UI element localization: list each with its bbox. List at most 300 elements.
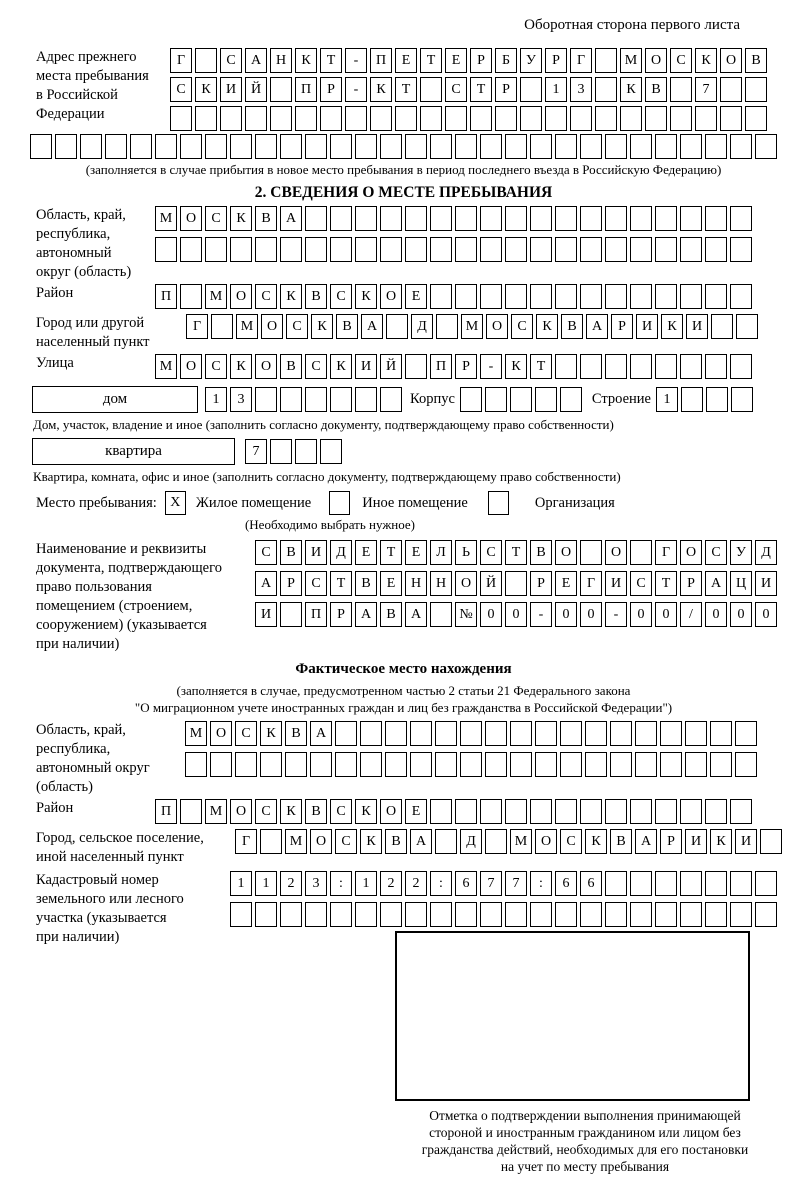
char-cell[interactable] — [705, 902, 727, 927]
char-cell[interactable] — [735, 721, 757, 746]
char-cell[interactable] — [405, 206, 427, 231]
char-cell[interactable]: П — [305, 602, 327, 627]
char-cell[interactable]: Р — [680, 571, 702, 596]
char-cell[interactable] — [530, 134, 552, 159]
char-cell[interactable] — [355, 902, 377, 927]
char-cell[interactable]: К — [695, 48, 717, 73]
char-cell[interactable] — [455, 134, 477, 159]
char-cell[interactable] — [130, 134, 152, 159]
char-cell[interactable]: Т — [505, 540, 527, 565]
char-cell[interactable] — [320, 439, 342, 464]
char-cell[interactable]: В — [255, 206, 277, 231]
char-cell[interactable]: К — [230, 354, 252, 379]
char-cell[interactable] — [595, 106, 617, 131]
char-cell[interactable] — [745, 77, 767, 102]
char-cell[interactable] — [455, 237, 477, 262]
residence-checkbox-org[interactable] — [488, 491, 509, 515]
char-cell[interactable]: С — [305, 354, 327, 379]
char-cell[interactable] — [630, 540, 652, 565]
char-cell[interactable] — [655, 134, 677, 159]
char-cell[interactable]: - — [480, 354, 502, 379]
char-cell[interactable]: / — [680, 602, 702, 627]
char-cell[interactable] — [755, 871, 777, 896]
char-cell[interactable]: О — [230, 284, 252, 309]
char-cell[interactable] — [255, 237, 277, 262]
char-cell[interactable] — [505, 237, 527, 262]
char-cell[interactable]: О — [180, 354, 202, 379]
char-cell[interactable] — [520, 77, 542, 102]
char-cell[interactable]: 2 — [380, 871, 402, 896]
char-cell[interactable] — [585, 752, 607, 777]
char-cell[interactable] — [580, 284, 602, 309]
char-cell[interactable] — [55, 134, 77, 159]
char-cell[interactable] — [360, 721, 382, 746]
char-cell[interactable] — [530, 237, 552, 262]
char-cell[interactable] — [185, 752, 207, 777]
char-cell[interactable]: С — [670, 48, 692, 73]
char-cell[interactable] — [670, 77, 692, 102]
char-cell[interactable]: О — [310, 829, 332, 854]
char-cell[interactable] — [505, 134, 527, 159]
char-cell[interactable]: И — [755, 571, 777, 596]
char-cell[interactable] — [280, 902, 302, 927]
char-cell[interactable]: Н — [430, 571, 452, 596]
char-cell[interactable]: И — [636, 314, 658, 339]
char-cell[interactable]: И — [686, 314, 708, 339]
char-cell[interactable]: М — [620, 48, 642, 73]
char-cell[interactable] — [730, 134, 752, 159]
char-cell[interactable] — [480, 902, 502, 927]
char-cell[interactable] — [605, 799, 627, 824]
char-cell[interactable] — [730, 354, 752, 379]
char-cell[interactable] — [505, 571, 527, 596]
char-cell[interactable]: С — [205, 354, 227, 379]
char-cell[interactable] — [455, 206, 477, 231]
char-cell[interactable]: Р — [455, 354, 477, 379]
char-cell[interactable] — [705, 354, 727, 379]
char-cell[interactable]: В — [305, 799, 327, 824]
char-cell[interactable]: Д — [411, 314, 433, 339]
char-cell[interactable] — [455, 799, 477, 824]
char-cell[interactable] — [235, 752, 257, 777]
char-cell[interactable]: А — [355, 602, 377, 627]
char-cell[interactable]: Е — [405, 540, 427, 565]
char-cell[interactable]: Р — [660, 829, 682, 854]
char-cell[interactable] — [445, 106, 467, 131]
char-cell[interactable] — [705, 284, 727, 309]
char-cell[interactable]: П — [370, 48, 392, 73]
char-cell[interactable] — [630, 354, 652, 379]
char-cell[interactable]: 6 — [455, 871, 477, 896]
char-cell[interactable]: Д — [460, 829, 482, 854]
char-cell[interactable] — [410, 721, 432, 746]
char-cell[interactable]: К — [295, 48, 317, 73]
char-cell[interactable] — [355, 237, 377, 262]
char-cell[interactable]: К — [330, 354, 352, 379]
char-cell[interactable]: О — [535, 829, 557, 854]
char-cell[interactable] — [730, 206, 752, 231]
char-cell[interactable]: У — [730, 540, 752, 565]
char-cell[interactable] — [595, 48, 617, 73]
char-cell[interactable]: 1 — [205, 387, 227, 412]
char-cell[interactable] — [260, 752, 282, 777]
char-cell[interactable] — [345, 106, 367, 131]
char-cell[interactable]: Р — [320, 77, 342, 102]
char-cell[interactable]: И — [255, 602, 277, 627]
char-cell[interactable]: Й — [245, 77, 267, 102]
char-cell[interactable]: - — [530, 602, 552, 627]
char-cell[interactable]: С — [305, 571, 327, 596]
char-cell[interactable]: И — [355, 354, 377, 379]
char-cell[interactable] — [480, 284, 502, 309]
char-cell[interactable]: Ь — [455, 540, 477, 565]
char-cell[interactable]: Г — [655, 540, 677, 565]
char-cell[interactable] — [620, 106, 642, 131]
char-cell[interactable] — [305, 134, 327, 159]
char-cell[interactable] — [270, 106, 292, 131]
char-cell[interactable] — [555, 354, 577, 379]
residence-checkbox-inoe[interactable] — [329, 491, 350, 515]
char-cell[interactable]: С — [286, 314, 308, 339]
char-cell[interactable] — [605, 237, 627, 262]
char-cell[interactable] — [480, 134, 502, 159]
char-cell[interactable] — [545, 106, 567, 131]
char-cell[interactable]: С — [205, 206, 227, 231]
char-cell[interactable] — [570, 106, 592, 131]
char-cell[interactable]: Н — [270, 48, 292, 73]
char-cell[interactable] — [80, 134, 102, 159]
char-cell[interactable] — [520, 106, 542, 131]
char-cell[interactable]: А — [405, 602, 427, 627]
char-cell[interactable]: Т — [395, 77, 417, 102]
char-cell[interactable]: Р — [611, 314, 633, 339]
char-cell[interactable] — [405, 902, 427, 927]
char-cell[interactable]: К — [260, 721, 282, 746]
char-cell[interactable] — [360, 752, 382, 777]
char-cell[interactable]: К — [355, 284, 377, 309]
char-cell[interactable] — [605, 902, 627, 927]
char-cell[interactable]: И — [605, 571, 627, 596]
char-cell[interactable] — [580, 206, 602, 231]
char-cell[interactable]: А — [410, 829, 432, 854]
char-cell[interactable]: 1 — [545, 77, 567, 102]
char-cell[interactable]: 0 — [505, 602, 527, 627]
char-cell[interactable] — [705, 799, 727, 824]
char-cell[interactable]: 0 — [730, 602, 752, 627]
char-cell[interactable] — [530, 206, 552, 231]
char-cell[interactable] — [330, 902, 352, 927]
char-cell[interactable]: В — [561, 314, 583, 339]
char-cell[interactable] — [435, 829, 457, 854]
char-cell[interactable] — [560, 721, 582, 746]
char-cell[interactable]: 7 — [480, 871, 502, 896]
char-cell[interactable]: 2 — [405, 871, 427, 896]
char-cell[interactable]: Л — [430, 540, 452, 565]
char-cell[interactable]: Т — [655, 571, 677, 596]
char-cell[interactable] — [580, 134, 602, 159]
char-cell[interactable] — [730, 799, 752, 824]
char-cell[interactable]: Г — [570, 48, 592, 73]
char-cell[interactable]: И — [685, 829, 707, 854]
char-cell[interactable]: К — [195, 77, 217, 102]
char-cell[interactable] — [580, 799, 602, 824]
char-cell[interactable]: Р — [470, 48, 492, 73]
char-cell[interactable] — [680, 799, 702, 824]
char-cell[interactable] — [630, 134, 652, 159]
char-cell[interactable] — [670, 106, 692, 131]
char-cell[interactable]: 0 — [755, 602, 777, 627]
char-cell[interactable]: А — [310, 721, 332, 746]
char-cell[interactable] — [555, 134, 577, 159]
char-cell[interactable] — [380, 902, 402, 927]
char-cell[interactable] — [610, 752, 632, 777]
char-cell[interactable]: О — [380, 799, 402, 824]
char-cell[interactable] — [745, 106, 767, 131]
char-cell[interactable]: Е — [355, 540, 377, 565]
char-cell[interactable] — [560, 387, 582, 412]
char-cell[interactable] — [255, 387, 277, 412]
char-cell[interactable]: С — [330, 284, 352, 309]
char-cell[interactable] — [680, 237, 702, 262]
char-cell[interactable] — [205, 134, 227, 159]
char-cell[interactable] — [485, 387, 507, 412]
char-cell[interactable]: Р — [545, 48, 567, 73]
char-cell[interactable] — [705, 237, 727, 262]
char-cell[interactable]: : — [530, 871, 552, 896]
char-cell[interactable] — [706, 387, 728, 412]
char-cell[interactable] — [645, 106, 667, 131]
char-cell[interactable] — [555, 799, 577, 824]
char-cell[interactable]: О — [180, 206, 202, 231]
char-cell[interactable] — [655, 284, 677, 309]
char-cell[interactable] — [460, 752, 482, 777]
char-cell[interactable]: К — [536, 314, 558, 339]
char-cell[interactable]: Р — [280, 571, 302, 596]
char-cell[interactable]: К — [280, 284, 302, 309]
char-cell[interactable]: К — [311, 314, 333, 339]
char-cell[interactable]: 3 — [570, 77, 592, 102]
char-cell[interactable]: Р — [330, 602, 352, 627]
char-cell[interactable] — [555, 237, 577, 262]
char-cell[interactable] — [530, 902, 552, 927]
char-cell[interactable] — [305, 902, 327, 927]
char-cell[interactable]: Т — [380, 540, 402, 565]
char-cell[interactable]: - — [605, 602, 627, 627]
char-cell[interactable]: Е — [380, 571, 402, 596]
char-cell[interactable]: Т — [420, 48, 442, 73]
char-cell[interactable] — [680, 206, 702, 231]
char-cell[interactable] — [685, 752, 707, 777]
char-cell[interactable]: М — [205, 799, 227, 824]
char-cell[interactable]: О — [380, 284, 402, 309]
char-cell[interactable]: № — [455, 602, 477, 627]
char-cell[interactable]: В — [355, 571, 377, 596]
char-cell[interactable]: Г — [580, 571, 602, 596]
char-cell[interactable] — [330, 134, 352, 159]
char-cell[interactable] — [630, 871, 652, 896]
char-cell[interactable]: В — [530, 540, 552, 565]
char-cell[interactable]: А — [245, 48, 267, 73]
char-cell[interactable] — [211, 314, 233, 339]
char-cell[interactable]: С — [335, 829, 357, 854]
char-cell[interactable] — [555, 284, 577, 309]
char-cell[interactable] — [630, 206, 652, 231]
char-cell[interactable]: С — [255, 284, 277, 309]
char-cell[interactable] — [420, 77, 442, 102]
char-cell[interactable] — [635, 752, 657, 777]
char-cell[interactable]: 0 — [580, 602, 602, 627]
char-cell[interactable]: В — [610, 829, 632, 854]
char-cell[interactable]: Й — [480, 571, 502, 596]
char-cell[interactable] — [280, 602, 302, 627]
char-cell[interactable] — [386, 314, 408, 339]
char-cell[interactable] — [755, 902, 777, 927]
char-cell[interactable]: 7 — [245, 439, 267, 464]
char-cell[interactable] — [210, 752, 232, 777]
char-cell[interactable] — [630, 902, 652, 927]
char-cell[interactable] — [560, 752, 582, 777]
char-cell[interactable] — [605, 354, 627, 379]
char-cell[interactable] — [480, 206, 502, 231]
char-cell[interactable] — [105, 134, 127, 159]
char-cell[interactable] — [310, 752, 332, 777]
char-cell[interactable] — [705, 134, 727, 159]
char-cell[interactable]: К — [370, 77, 392, 102]
char-cell[interactable] — [555, 902, 577, 927]
char-cell[interactable]: Е — [395, 48, 417, 73]
char-cell[interactable] — [295, 439, 317, 464]
char-cell[interactable]: 6 — [555, 871, 577, 896]
char-cell[interactable] — [595, 77, 617, 102]
char-cell[interactable]: О — [455, 571, 477, 596]
char-cell[interactable] — [330, 237, 352, 262]
char-cell[interactable]: П — [155, 799, 177, 824]
char-cell[interactable] — [380, 237, 402, 262]
char-cell[interactable] — [680, 902, 702, 927]
char-cell[interactable] — [430, 237, 452, 262]
char-cell[interactable] — [485, 829, 507, 854]
char-cell[interactable]: С — [480, 540, 502, 565]
char-cell[interactable] — [485, 721, 507, 746]
char-cell[interactable] — [660, 721, 682, 746]
char-cell[interactable]: В — [336, 314, 358, 339]
char-cell[interactable] — [280, 387, 302, 412]
char-cell[interactable] — [430, 134, 452, 159]
char-cell[interactable]: П — [430, 354, 452, 379]
char-cell[interactable]: 1 — [656, 387, 678, 412]
char-cell[interactable]: Е — [405, 284, 427, 309]
char-cell[interactable]: 3 — [230, 387, 252, 412]
char-cell[interactable] — [730, 284, 752, 309]
char-cell[interactable] — [705, 871, 727, 896]
char-cell[interactable]: М — [205, 284, 227, 309]
char-cell[interactable]: 7 — [695, 77, 717, 102]
char-cell[interactable]: Ц — [730, 571, 752, 596]
char-cell[interactable] — [305, 387, 327, 412]
char-cell[interactable] — [180, 237, 202, 262]
char-cell[interactable] — [270, 439, 292, 464]
char-cell[interactable]: А — [705, 571, 727, 596]
char-cell[interactable] — [735, 752, 757, 777]
char-cell[interactable] — [395, 106, 417, 131]
char-cell[interactable]: 0 — [480, 602, 502, 627]
char-cell[interactable]: К — [230, 206, 252, 231]
char-cell[interactable] — [505, 902, 527, 927]
char-cell[interactable] — [655, 237, 677, 262]
char-cell[interactable]: М — [185, 721, 207, 746]
char-cell[interactable]: О — [486, 314, 508, 339]
char-cell[interactable]: В — [380, 602, 402, 627]
char-cell[interactable]: К — [620, 77, 642, 102]
char-cell[interactable]: К — [710, 829, 732, 854]
char-cell[interactable] — [655, 354, 677, 379]
char-cell[interactable] — [385, 721, 407, 746]
char-cell[interactable] — [405, 237, 427, 262]
char-cell[interactable]: М — [510, 829, 532, 854]
char-cell[interactable]: С — [255, 799, 277, 824]
char-cell[interactable] — [720, 77, 742, 102]
char-cell[interactable]: О — [255, 354, 277, 379]
char-cell[interactable] — [285, 752, 307, 777]
char-cell[interactable] — [505, 206, 527, 231]
char-cell[interactable]: 0 — [555, 602, 577, 627]
char-cell[interactable] — [535, 721, 557, 746]
char-cell[interactable]: С — [560, 829, 582, 854]
char-cell[interactable]: К — [505, 354, 527, 379]
char-cell[interactable]: В — [280, 540, 302, 565]
char-cell[interactable]: С — [445, 77, 467, 102]
char-cell[interactable]: С — [630, 571, 652, 596]
char-cell[interactable]: В — [745, 48, 767, 73]
char-cell[interactable] — [435, 721, 457, 746]
char-cell[interactable]: В — [305, 284, 327, 309]
char-cell[interactable]: Т — [530, 354, 552, 379]
char-cell[interactable] — [680, 354, 702, 379]
char-cell[interactable]: Д — [755, 540, 777, 565]
char-cell[interactable]: Р — [495, 77, 517, 102]
char-cell[interactable]: У — [520, 48, 542, 73]
char-cell[interactable]: - — [345, 77, 367, 102]
char-cell[interactable] — [430, 902, 452, 927]
char-cell[interactable]: : — [330, 871, 352, 896]
char-cell[interactable]: В — [285, 721, 307, 746]
char-cell[interactable] — [280, 134, 302, 159]
char-cell[interactable]: : — [430, 871, 452, 896]
char-cell[interactable]: П — [295, 77, 317, 102]
char-cell[interactable] — [535, 387, 557, 412]
char-cell[interactable] — [245, 106, 267, 131]
char-cell[interactable]: С — [235, 721, 257, 746]
char-cell[interactable] — [485, 752, 507, 777]
char-cell[interactable] — [380, 387, 402, 412]
char-cell[interactable] — [580, 237, 602, 262]
char-cell[interactable] — [380, 134, 402, 159]
char-cell[interactable] — [685, 721, 707, 746]
char-cell[interactable] — [460, 721, 482, 746]
char-cell[interactable] — [330, 206, 352, 231]
char-cell[interactable] — [605, 206, 627, 231]
char-cell[interactable] — [405, 134, 427, 159]
char-cell[interactable]: С — [511, 314, 533, 339]
char-cell[interactable]: А — [586, 314, 608, 339]
char-cell[interactable] — [610, 721, 632, 746]
char-cell[interactable] — [736, 314, 758, 339]
char-cell[interactable] — [230, 902, 252, 927]
char-cell[interactable] — [220, 106, 242, 131]
char-cell[interactable] — [495, 106, 517, 131]
char-cell[interactable]: П — [155, 284, 177, 309]
char-cell[interactable] — [355, 134, 377, 159]
